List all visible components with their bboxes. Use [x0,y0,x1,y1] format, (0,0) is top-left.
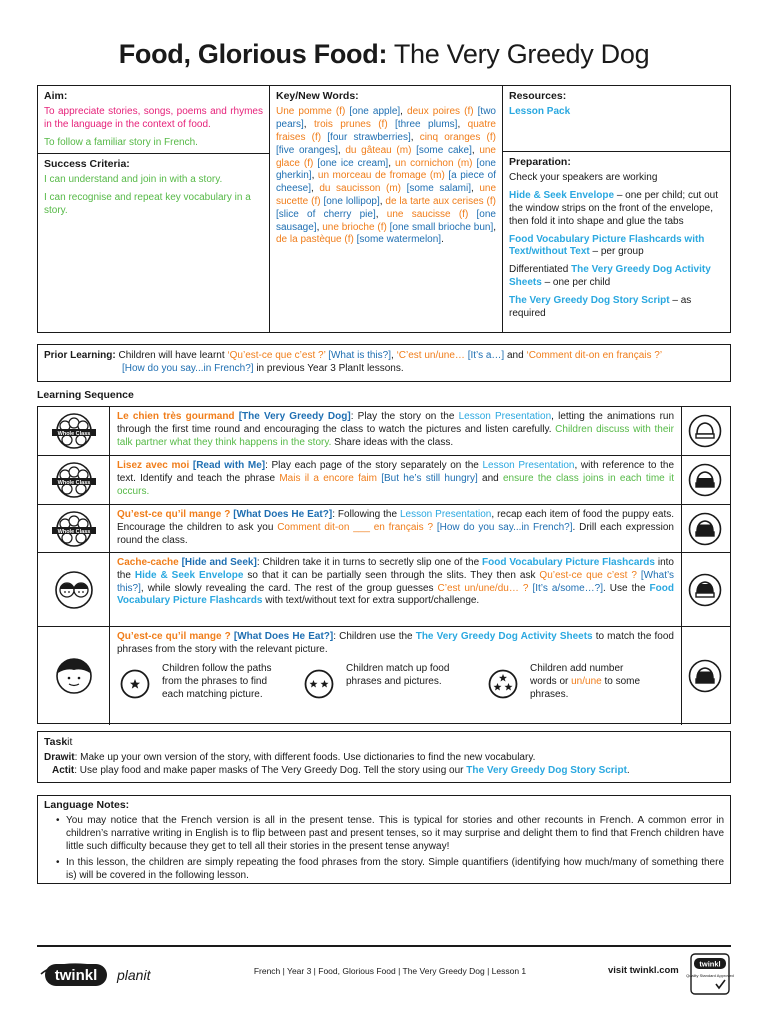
sequence-text-2 [110,456,682,504]
bowl-icon-half [680,505,730,552]
visit-link[interactable]: visit twinkl.com [608,965,679,976]
keyword-en-3: [four strawberries] [327,132,411,144]
aim-line-2: To follow a familiar story in French. [44,137,198,149]
prior-label: Prior Learning: [44,350,116,361]
r3-t3: . Drill each expression round the class. [117,521,674,546]
keyword-sep-2: , [457,119,468,131]
keyword-en-4: [five oranges] [276,144,338,156]
r3-lesson-presentation-link[interactable]: Lesson Presentation [399,509,492,520]
taskit-header [44,736,724,749]
bowl-icon-full [680,627,730,725]
sequence-row-1 [38,407,730,456]
r4-t1: : Children take it in turns to secretly slip one of the [256,557,483,568]
keyword-fr-1: deux poires (f) [407,106,478,118]
prior-q1: ‘Qu’est-ce que c’est ?’ [227,350,326,361]
diff-3-fr: un/une [571,675,602,687]
prep-story-script-link[interactable]: The Very Greedy Dog Story Script [509,294,670,306]
r3-en: [What Does He Eat?] [230,509,333,520]
success-line-2: I can recognise and repeat key vocabulary in a story. [44,192,251,217]
sequence-row-2 [38,456,730,505]
r4-t5: . Use the [603,582,650,594]
diff-3b: to some phrases. [530,675,641,700]
keyword-sep-4: , [337,144,346,156]
whole-class-icon [38,505,110,552]
sequence-row-5 [38,627,730,725]
r4-fr2: Qu’est-ce que c’est ? [539,569,637,581]
keyword-sep-0: , [400,106,408,118]
r5-activity-sheets-link[interactable]: The Very Greedy Dog Activity Sheets [415,631,593,642]
taskit-box [37,731,731,783]
planit-brand: planit [117,967,151,983]
drawit-label: Drawit [44,752,75,764]
resources-header: Resources: [509,90,567,102]
r4-fr3: C’est un/une/du… ? [437,582,529,594]
r2-en2: [But he’s still hungry] [376,472,478,484]
keyword-fr-5: du gâteau (m) [345,144,417,156]
prep-diff-pre: Differentiated [509,264,572,276]
keyword-sep-10: , [379,196,386,208]
r1-t1: : Play the story on the [350,411,459,422]
r4-t2: into the [117,557,674,581]
sequence-row-3 [38,505,730,553]
title-rest: The Very Greedy Dog [387,39,650,69]
keyword-sep-12: , [316,221,323,233]
keyword-sep-8: , [311,183,320,195]
keyword-fr-13: une brioche (f) [322,221,390,233]
whole-class-icon [38,456,110,504]
r1-t3: Share ideas with the class. [331,436,454,448]
actit-story-script-link[interactable]: The Very Greedy Dog Story Script [466,765,627,777]
prep-story-script [509,295,724,321]
r4-en: [Hide and Seek] [178,557,257,568]
page-title [0,38,768,70]
sequence-row-4 [38,553,730,627]
sequence-text-4 [110,553,682,626]
r2-t2: , with reference to the text. Identify and teach the phrase [117,460,674,484]
learning-sequence-table [37,406,731,724]
keyword-en-11: [slice of cherry pie] [276,208,376,220]
prep-envelope [509,190,724,228]
actit-label: Actit [52,765,75,777]
resources-column [502,86,730,332]
aim-line-1-text: To appreciate stories, songs, poems and rhymes in the language in the context of food. [44,106,263,131]
keyword-sep-1: , [303,119,314,131]
keyword-sep-3: , [410,132,420,144]
r3-t1: : Following the [332,509,400,520]
keyword-fr-10: une sucette (f) [276,183,497,208]
r2-fr: Lisez avec moi [117,460,190,471]
language-notes [37,795,731,884]
r2-t1: : Play each page of the story separately on the [265,460,483,471]
overview-table [37,85,731,333]
aim-column [38,86,269,332]
r4-en3: [It’s a/some…?] [528,582,603,594]
r5-en: [What Does He Eat?] [230,631,334,642]
lang-bullet-1: • You may notice that the French version is all in the present tense. This is typical for stories and other recounts in French. A common error in children’s narrative writing in English is to flip between past and present tenses, so it may surprise and delight them to find that French children have little such difficulty because they get to tell all their stories in the present tense anyway! [66,815,724,853]
prior-t2: , [391,350,397,361]
twinkl-brand: twinkl [54,967,98,984]
preparation-header: Preparation: [509,156,571,168]
prep-envelope-link[interactable]: Hide & Seek Envelope [509,190,615,202]
diff-2-text: Children match up food phrases and pictures. [346,663,450,687]
aim-line-1 [44,106,263,132]
keyword-fr-11: de la tarte aux cerises (f) [385,196,496,208]
keywords-header: Key/New Words: [276,90,359,102]
prep-flashcards-link[interactable]: Food Vocabulary Picture Flashcards with Text/without Text [509,233,705,258]
success-criteria [38,153,269,227]
resources-section [503,86,730,152]
r1-fr: Le chien très gourmand [117,411,235,422]
three-star-icon [488,669,518,699]
preparation-section [503,152,730,329]
keyword-en-5: [some cake] [416,144,472,156]
drawit-line [44,752,724,765]
prep-activity-sheets [509,264,724,290]
diff-3-text [530,663,650,701]
r4-flashcards-link-2[interactable]: Food Vocabulary Picture Flashcards [117,582,674,607]
prior-e3: [How do you say...in French?] [122,362,254,374]
keyword-sep-13: , [493,221,496,233]
whole-class-label-3: Whole Class [57,528,90,535]
keyword-fr-14: de la pastèque (f) [276,234,357,246]
differentiation-2 [304,663,466,699]
r4-flashcards-link[interactable]: Food Vocabulary Picture Flashcards [482,557,655,568]
learning-sequence-title: Learning Sequence [37,389,134,401]
keyword-sep-9: , [471,183,480,195]
one-star-icon [120,669,150,699]
whole-class-label-1: Whole Class [57,431,90,437]
r2-lesson-presentation-link[interactable]: Lesson Presentation [482,460,575,471]
r4-t4: , while slowly revealing the card. The rest of the group guesses [140,582,438,594]
drawit-text: : Make up your own version of the story, with different foods. Use dictionaries to find the new vocabulary. [74,752,536,764]
bowl-icon-three-quarter [680,553,730,626]
differentiation-1 [120,663,282,701]
differentiation-3 [488,663,650,701]
success-header: Success Criteria: [44,158,130,170]
whole-class-icon [38,407,110,455]
diff-1-text: Children follow the paths from the phrases to find each matching picture. [162,663,272,700]
r1-t2: , letting the animations run through the first time round and encouraging the class to watch the pictures and listen carefully. [117,411,675,435]
prep-diff-text: – one per child [541,277,611,289]
keyword-en-8: [a piece of cheese] [276,170,496,195]
r5-fr: Qu’est-ce qu’il mange ? [117,631,231,642]
keyword-fr-12: une saucisse (f) [386,208,477,220]
whole-class-label-2: Whole Class [57,480,90,486]
prep-flashcards [509,234,724,260]
r5-t1: : Children use the [333,631,416,642]
lang-list [44,815,724,882]
quality-badge-icon [686,953,734,1000]
pair-work-icon [38,553,110,626]
actit-line [44,765,724,778]
r1-en: [The Very Greedy Dog] [234,411,351,422]
prior-e1: [What is this?] [325,350,391,361]
prep-flashcards-text: – per group [589,246,644,258]
footer-breadcrumb: French | Year 3 | Food, Glorious Food | The Very Greedy Dog | Lesson 1 [253,966,527,976]
r1-green: Children discuss with their talk partner what they think happens in the story. [117,423,674,448]
keyword-en-7: [one gherkin] [276,157,496,182]
aim-header: Aim: [44,90,68,102]
keyword-en-10: [one lollipop] [323,196,380,208]
prior-t3: and [504,350,527,361]
r3-fr2: Comment dit-on ___ en français ? [277,521,434,533]
keyword-en-9: [some salami] [406,183,472,195]
keyword-en-14: [some watermelon] [356,234,442,246]
prior-e2: [It’s a…] [464,350,505,361]
bowl-icon-empty [680,407,730,455]
keyword-sep-14: . [441,234,444,246]
taskit-rest: it [67,736,73,748]
keyword-sep-11: , [375,208,387,220]
keyword-fr-4: cinq oranges (f) [419,132,496,144]
r4-t6: with text/without text for extra support/challenge. [262,595,480,607]
keyword-fr-6: une glace (f) [276,144,496,169]
sequence-text-3 [110,505,682,552]
lang-bullet-2: • In this lesson, the children are simply repeating the food phrases from the story. Simple quantifiers (identifying how much/many of something there is) will be covered in the following lesson. [66,857,724,883]
title-bold: Food, Glorious Food: [118,39,388,69]
keyword-sep-6: , [388,157,396,169]
keyword-sep-5: , [471,144,480,156]
prior-q3: ‘Comment dit-on en français ?’ [526,350,663,361]
keyword-fr-7: un cornichon (m) [395,157,477,169]
sequence-text-1 [110,407,682,455]
prior-q2: ‘C’est un/une… [396,350,465,361]
keywords-column [269,86,502,332]
keyword-fr-2: trois prunes (f) [313,119,396,131]
actit-end: . [626,765,630,777]
badge-brand: twinkl [699,959,721,969]
footer-divider [37,945,731,947]
keyword-en-12: [one sausage] [276,208,496,233]
prior-learning [37,344,731,382]
r2-t3: and [477,472,503,484]
r5-t2: to match the food phrases from the story with the relevant picture. [117,631,674,655]
r4-en2: [What’s this?] [117,569,675,594]
keyword-en-2: [three plums] [395,119,458,131]
keyword-fr-3: quatre fraises (f) [276,119,496,144]
r1-lesson-presentation-link[interactable]: Lesson Presentation [458,411,552,422]
keyword-sep-7: , [311,170,318,182]
r3-t2: , recap each item of food the puppy eats. Encourage the children to ask you [117,509,674,533]
r3-en2: [How do you say...in French?] [433,521,573,533]
keyword-en-13: [one small brioche bun] [389,221,494,233]
keyword-en-6: [one ice cream] [317,157,389,169]
two-star-icon [304,669,334,699]
success-line-1: I can understand and join in with a story. [44,174,223,186]
r4-envelope-link[interactable]: Hide & Seek Envelope [134,569,244,581]
r2-fr2: Mais il a encore faim [279,472,377,484]
keyword-fr-0: Une pomme (f) [276,106,350,118]
keyword-en-1: [two pears] [276,106,496,131]
r4-t3: so that it can be partially seen through the slits. They then ask [243,569,540,581]
badge-text: Quality Standard Approved [686,973,734,978]
individual-work-icon [38,627,110,725]
lang-header: Language Notes: [44,799,130,811]
r4-fr: Cache-cache [117,557,179,568]
twinkl-planit-logo [37,956,187,995]
prep-activity-sheets-link[interactable]: The Very Greedy Dog Activity Sheets [509,264,711,289]
prep-envelope-text: – one per child; cut out the window strips on the front of the envelope, then fold it into shape and glue the tabs [509,190,719,227]
r3-fr: Qu’est-ce qu’il mange ? [117,509,231,520]
prior-t4: in previous Year 3 PlanIt lessons. [253,362,404,374]
actit-text: : Use play food and make paper masks of The Very Greedy Dog. Tell the story using our [74,765,467,777]
prep-script-text: – as required [509,294,692,319]
prep-line-1: Check your speakers are working [509,172,658,184]
r2-en: [Read with Me] [189,460,266,471]
diff-3a: Children add number words or [530,663,624,687]
keyword-en-0: [one apple] [349,106,401,118]
keywords-list [276,106,496,247]
prior-t1: Children will have learnt [115,350,228,361]
bowl-icon-quarter [680,456,730,504]
taskit-bold: Task [44,736,68,748]
keyword-fr-9: du saucisson (m) [319,183,407,195]
r2-green: ensure the class joins in each time it occurs. [117,472,674,497]
resource-lesson-pack[interactable]: Lesson Pack [509,106,571,118]
keyword-fr-8: un morceau de fromage (m) [317,170,449,182]
sequence-text-5 [110,627,682,725]
